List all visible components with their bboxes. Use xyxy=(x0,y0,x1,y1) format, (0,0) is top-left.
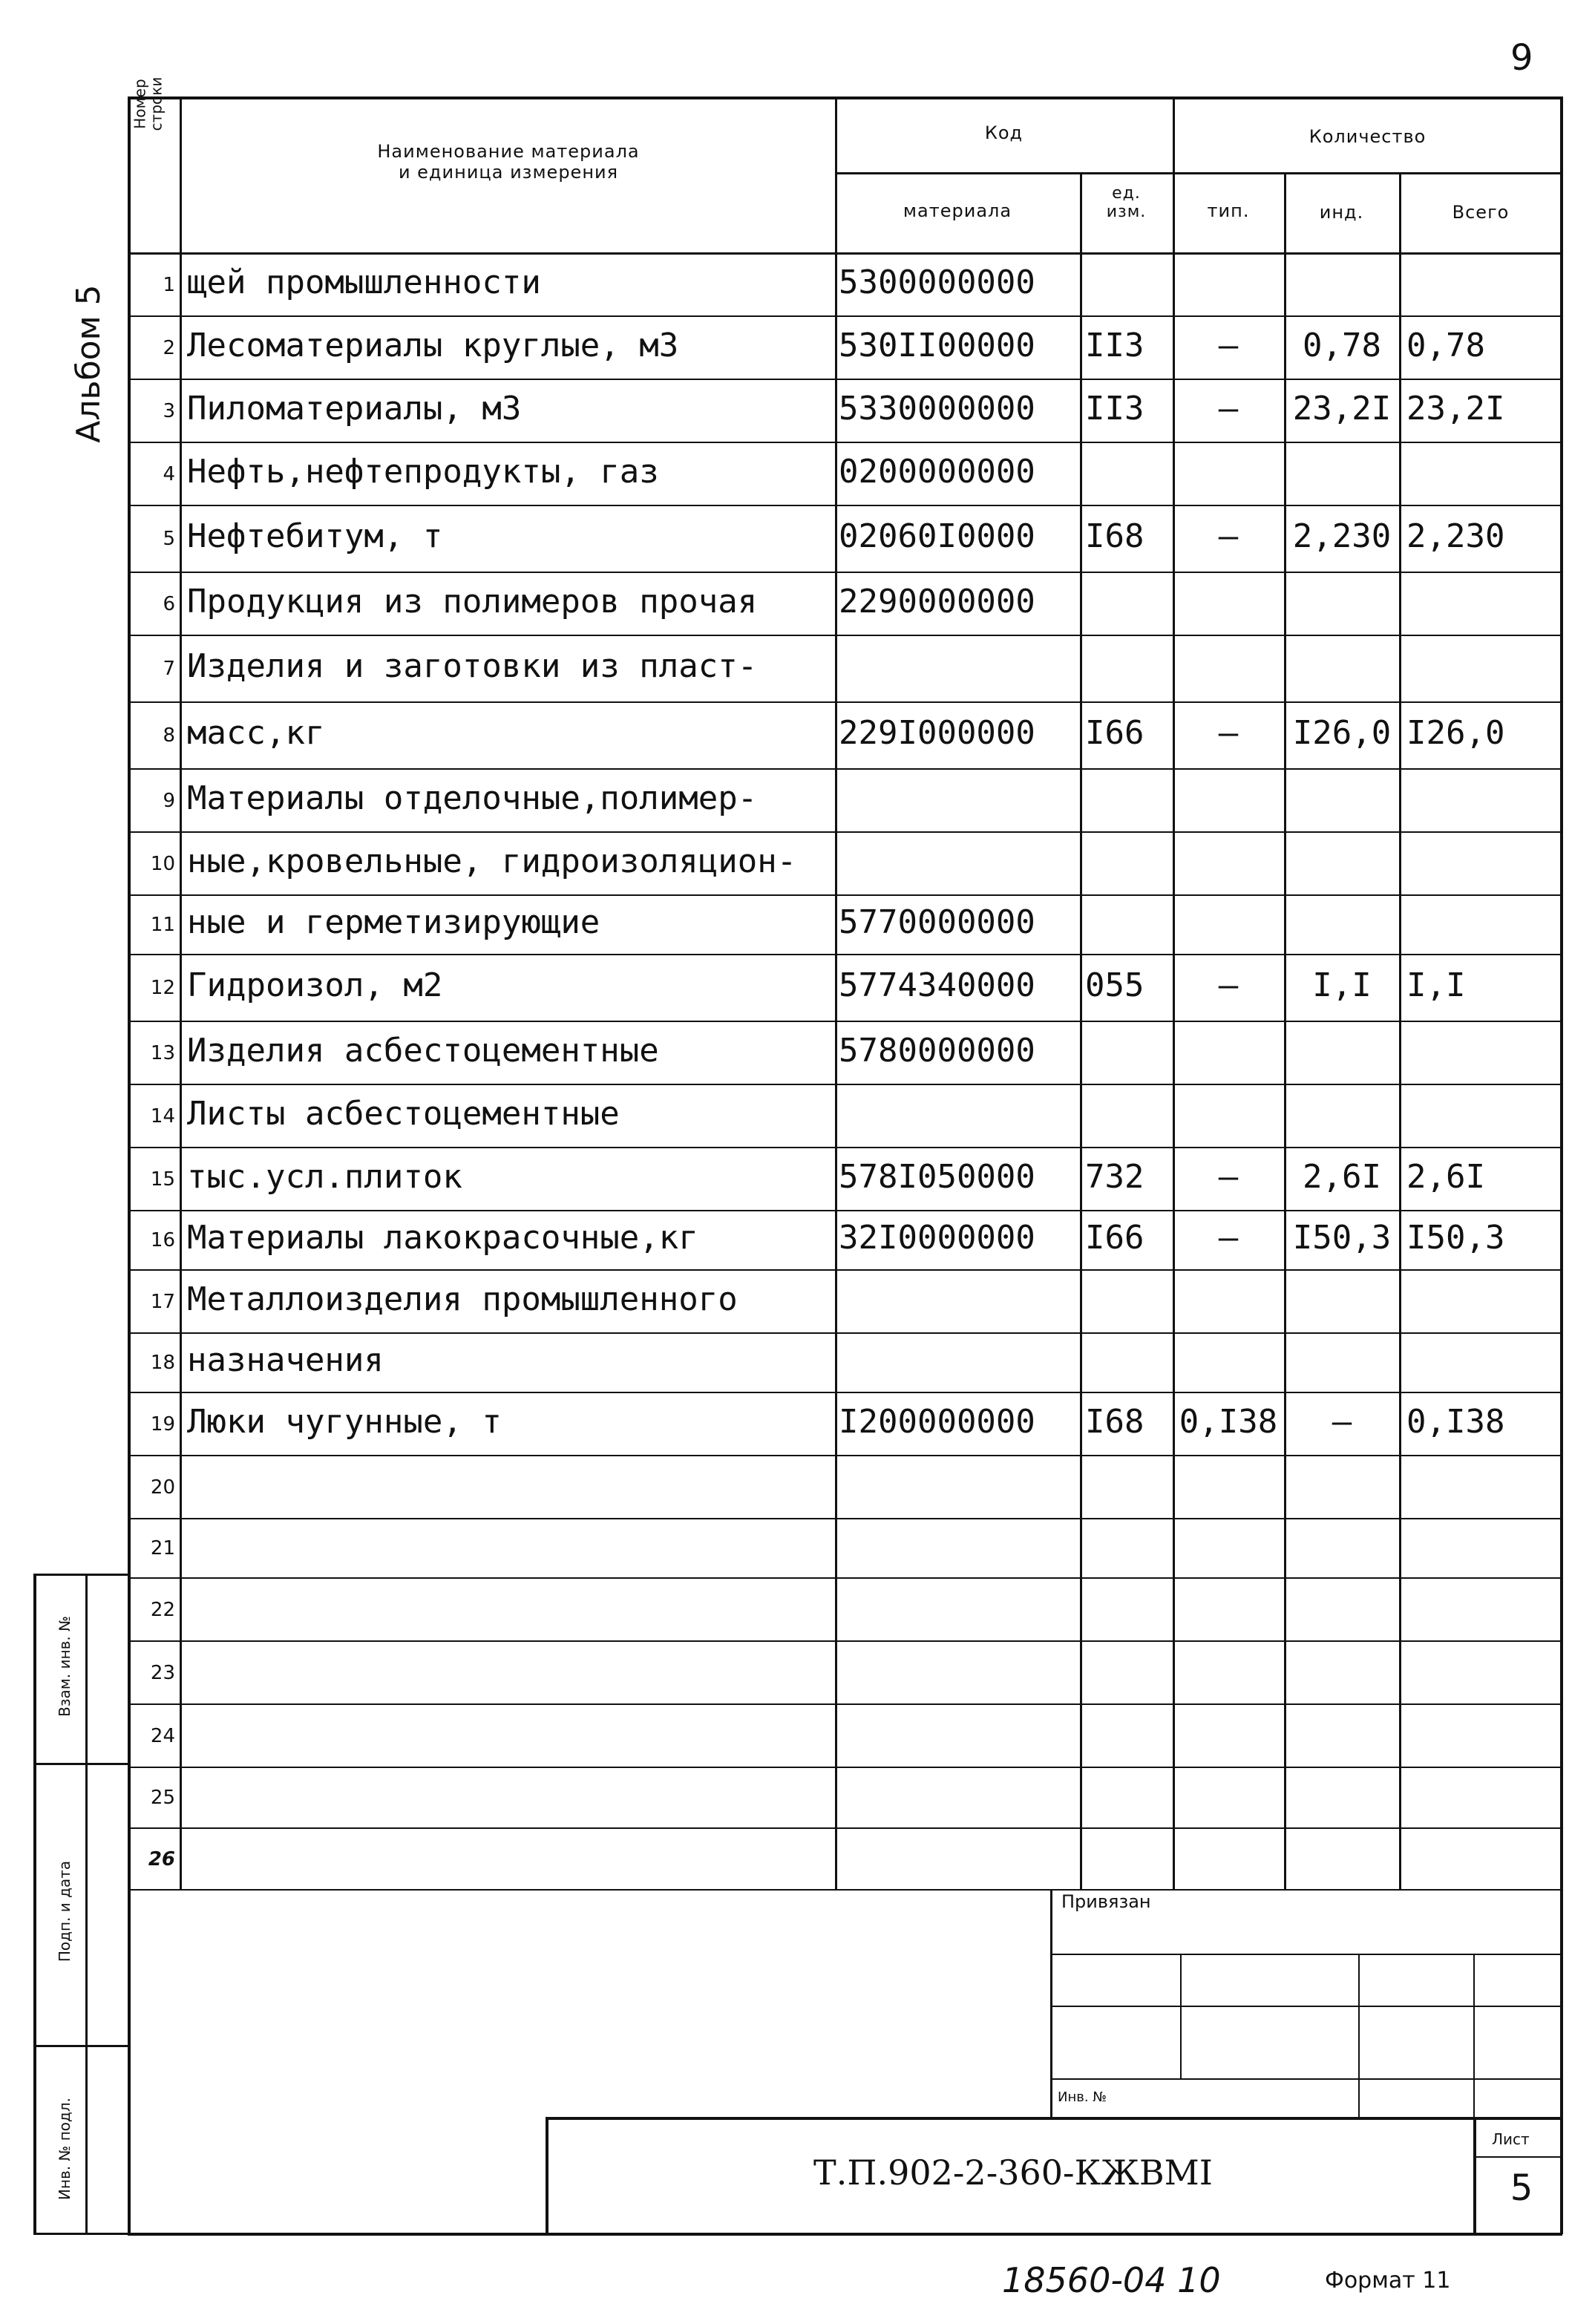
header-material: материала xyxy=(903,200,1012,221)
row-separator xyxy=(128,1147,1562,1148)
row-separator xyxy=(128,894,1562,896)
material-name: ные,кровельные, гидроизоляцион- xyxy=(187,842,797,880)
row-separator xyxy=(128,831,1562,833)
row-separator xyxy=(128,505,1562,506)
row-number: 22 xyxy=(150,1598,175,1621)
qty-typ: – xyxy=(1218,1219,1239,1257)
col-sep-total xyxy=(1399,172,1401,1889)
tb-hline xyxy=(1050,2078,1562,2080)
row-number: 7 xyxy=(163,658,175,680)
album-label: Альбом 5 xyxy=(70,284,108,443)
material-code: 5300000000 xyxy=(839,263,1035,301)
row-number: 25 xyxy=(150,1787,175,1809)
tb-main-left xyxy=(546,2117,548,2233)
material-name: Пиломатериалы, м3 xyxy=(187,389,522,428)
header-quantity: Количество xyxy=(1309,126,1427,147)
table-right-border xyxy=(1560,96,1563,1889)
row-number: 5 xyxy=(163,528,175,550)
row-number: 18 xyxy=(150,1352,175,1374)
frame-bottom xyxy=(128,2233,1562,2236)
material-name: Металлоизделия промышленного xyxy=(187,1280,738,1318)
privyazan-label: Привязан xyxy=(1061,1891,1151,1912)
qty-typ: 0,I38 xyxy=(1179,1402,1278,1441)
unit-code: I68 xyxy=(1085,1402,1144,1441)
qty-total: I50,3 xyxy=(1406,1219,1505,1257)
row-separator xyxy=(128,1518,1562,1519)
tb-vline xyxy=(1180,1954,1182,2078)
tb-main-top xyxy=(546,2117,1562,2120)
row-separator xyxy=(128,315,1562,317)
stamp-bottom-line xyxy=(33,2233,130,2235)
tb-sheet-mid xyxy=(1473,2156,1562,2158)
qty-typ: – xyxy=(1218,714,1239,752)
row-number: 4 xyxy=(163,462,175,485)
header-unit xyxy=(1080,184,1173,221)
format-label: Формат 11 xyxy=(1325,2268,1451,2294)
material-name: Лесоматериалы круглые, м3 xyxy=(187,326,679,364)
row-separator xyxy=(128,1827,1562,1829)
col-sep-ind xyxy=(1284,172,1286,1889)
material-code: 2290000000 xyxy=(839,582,1035,621)
qty-typ: – xyxy=(1218,517,1239,555)
qty-total: 2,230 xyxy=(1406,517,1505,555)
row-separator xyxy=(128,1577,1562,1579)
material-name: тыс.усл.плиток xyxy=(187,1157,462,1196)
stamp-podp: Подп. и дата xyxy=(56,1860,73,1963)
row-separator xyxy=(128,1021,1562,1022)
row-number: 9 xyxy=(163,789,175,812)
unit-code: 732 xyxy=(1085,1157,1144,1196)
row-separator xyxy=(128,1392,1562,1393)
row-separator xyxy=(128,635,1562,636)
material-code: 0200000000 xyxy=(839,452,1035,491)
row-separator xyxy=(128,768,1562,770)
qty-total: I,I xyxy=(1406,966,1466,1004)
material-name: Изделия и заготовки из пласт- xyxy=(187,647,758,685)
header-code: Код xyxy=(984,122,1024,143)
row-separator xyxy=(128,954,1562,955)
unit-code: I66 xyxy=(1085,1219,1144,1257)
inv-no-label: Инв. № xyxy=(1058,2089,1107,2105)
row-separator xyxy=(128,1455,1562,1456)
material-name: Гидроизол, м2 xyxy=(187,966,443,1004)
row-number: 11 xyxy=(150,914,175,936)
qty-typ: – xyxy=(1218,966,1239,1004)
material-name: масс,кг xyxy=(187,714,325,752)
material-name: назначения xyxy=(187,1341,384,1379)
tb-vline xyxy=(1358,1954,1360,2117)
material-name: Изделия асбестоцементные xyxy=(187,1031,659,1070)
row-number: 8 xyxy=(163,724,175,747)
sheet-label: Лист xyxy=(1492,2130,1530,2148)
row-separator xyxy=(128,701,1562,703)
sheet-number: 5 xyxy=(1510,2167,1533,2209)
qty-ind: 2,6I xyxy=(1303,1157,1381,1196)
frame-right-lower xyxy=(1560,1889,1563,2234)
header-row-number: Номер строки xyxy=(131,76,166,131)
row-separator xyxy=(128,1210,1562,1211)
qty-ind: 2,230 xyxy=(1292,517,1392,555)
material-name: ные и герметизирующие xyxy=(187,903,600,941)
material-code: 5770000000 xyxy=(839,903,1035,941)
row-separator xyxy=(128,379,1562,380)
unit-code: I68 xyxy=(1085,517,1144,555)
material-code: 530II00000 xyxy=(839,326,1035,364)
row-separator xyxy=(128,572,1562,573)
material-name: щей промышленности xyxy=(187,263,541,301)
stamp-line xyxy=(33,1763,130,1765)
material-code: 5774340000 xyxy=(839,966,1035,1004)
header-unit-line1: ед. xyxy=(1112,184,1141,203)
row-number: 1 xyxy=(163,273,175,296)
header-name-line2: и единица измерения xyxy=(398,162,619,183)
col-sep-unit xyxy=(1080,172,1082,1889)
tb-vline xyxy=(1473,1954,1475,2117)
row-number: 19 xyxy=(150,1413,175,1436)
row-separator xyxy=(128,442,1562,443)
row-separator xyxy=(128,1889,1562,1891)
row-number: 17 xyxy=(150,1290,175,1313)
header-typ: тип. xyxy=(1207,200,1250,221)
table-top-border xyxy=(128,96,1562,99)
unit-code: II3 xyxy=(1085,389,1144,428)
material-code: I200000000 xyxy=(839,1402,1035,1441)
material-code: 229I000000 xyxy=(839,714,1035,752)
qty-ind: – xyxy=(1332,1402,1352,1441)
stamp-left-border xyxy=(33,1574,36,2234)
qty-ind: I26,0 xyxy=(1292,714,1392,752)
qty-typ: – xyxy=(1218,389,1239,428)
row-number: 16 xyxy=(150,1229,175,1251)
document-code: Т.П.902-2-360-КЖВМI xyxy=(813,2153,1213,2193)
stamp-inv: Инв. № подл. xyxy=(56,2098,73,2200)
row-separator xyxy=(128,1767,1562,1768)
row-number: 20 xyxy=(150,1476,175,1499)
row-number: 24 xyxy=(150,1724,175,1747)
row-number: 12 xyxy=(150,977,175,999)
qty-total: 23,2I xyxy=(1406,389,1505,428)
table-left-border xyxy=(128,96,131,1889)
material-code: 5330000000 xyxy=(839,389,1035,428)
row-number: 15 xyxy=(150,1168,175,1191)
header-total: Всего xyxy=(1452,202,1510,223)
row-number: 6 xyxy=(163,592,175,615)
qty-total: I26,0 xyxy=(1406,714,1505,752)
row-separator xyxy=(128,1703,1562,1705)
unit-code: 055 xyxy=(1085,966,1144,1004)
header-name-line1: Наименование материала xyxy=(377,141,640,162)
material-code: 5780000000 xyxy=(839,1031,1035,1070)
qty-typ: – xyxy=(1218,326,1239,364)
tb-hline xyxy=(1050,2006,1562,2007)
row-number: 3 xyxy=(163,399,175,422)
row-number: 13 xyxy=(150,1041,175,1064)
material-name: Нефтебитум, т xyxy=(187,517,443,555)
page-number: 9 xyxy=(1510,37,1533,79)
stamp-top-line xyxy=(33,1574,130,1576)
material-name: Продукция из полимеров прочая xyxy=(187,582,758,621)
col-sep-code xyxy=(835,96,837,1889)
stamp-line xyxy=(33,2045,130,2047)
row-number: 26 xyxy=(148,1847,175,1870)
header-unit-line2: изм. xyxy=(1106,203,1147,221)
stamp-vzam: Взам. инв. № xyxy=(56,1616,73,1717)
qty-ind: I50,3 xyxy=(1292,1219,1392,1257)
header-name xyxy=(182,141,835,183)
row-separator xyxy=(128,1332,1562,1334)
header-ind: инд. xyxy=(1319,202,1364,223)
qty-typ: – xyxy=(1218,1157,1239,1196)
stamp-inner-line xyxy=(85,1574,88,2234)
frame-left-lower xyxy=(128,1889,131,2234)
row-number: 10 xyxy=(150,852,175,875)
unit-code: I66 xyxy=(1085,714,1144,752)
tb-hline xyxy=(1050,1954,1562,1955)
stamp-number: 18560-04 10 xyxy=(1002,2260,1221,2300)
row-number: 2 xyxy=(163,336,175,359)
header-bottom-line xyxy=(128,252,1562,255)
material-code: 578I050000 xyxy=(839,1157,1035,1196)
material-code: 02060I0000 xyxy=(839,517,1035,555)
row-separator xyxy=(128,1640,1562,1642)
material-name: Материалы лакокрасочные,кг xyxy=(187,1219,698,1257)
qty-ind: I,I xyxy=(1312,966,1372,1004)
qty-total: 2,6I xyxy=(1406,1157,1485,1196)
col-sep-name xyxy=(180,96,182,1889)
row-separator xyxy=(128,1084,1562,1085)
material-name: Материалы отделочные,полимер- xyxy=(187,779,758,817)
row-number: 14 xyxy=(150,1104,175,1127)
tb-vline xyxy=(1050,1889,1052,2119)
row-separator xyxy=(128,1269,1562,1271)
row-number: 21 xyxy=(150,1537,175,1559)
unit-code: II3 xyxy=(1085,326,1144,364)
qty-ind: 0,78 xyxy=(1303,326,1381,364)
qty-ind: 23,2I xyxy=(1292,389,1392,428)
material-code: 32I0000000 xyxy=(839,1219,1035,1257)
qty-total: 0,I38 xyxy=(1406,1402,1505,1441)
material-name: Нефть,нефтепродукты, газ xyxy=(187,452,659,491)
header-mid-line xyxy=(835,172,1562,174)
material-name: Люки чугунные, т xyxy=(187,1402,502,1441)
material-name: Листы асбестоцементные xyxy=(187,1094,620,1133)
row-number: 23 xyxy=(150,1661,175,1684)
qty-total: 0,78 xyxy=(1406,326,1485,364)
